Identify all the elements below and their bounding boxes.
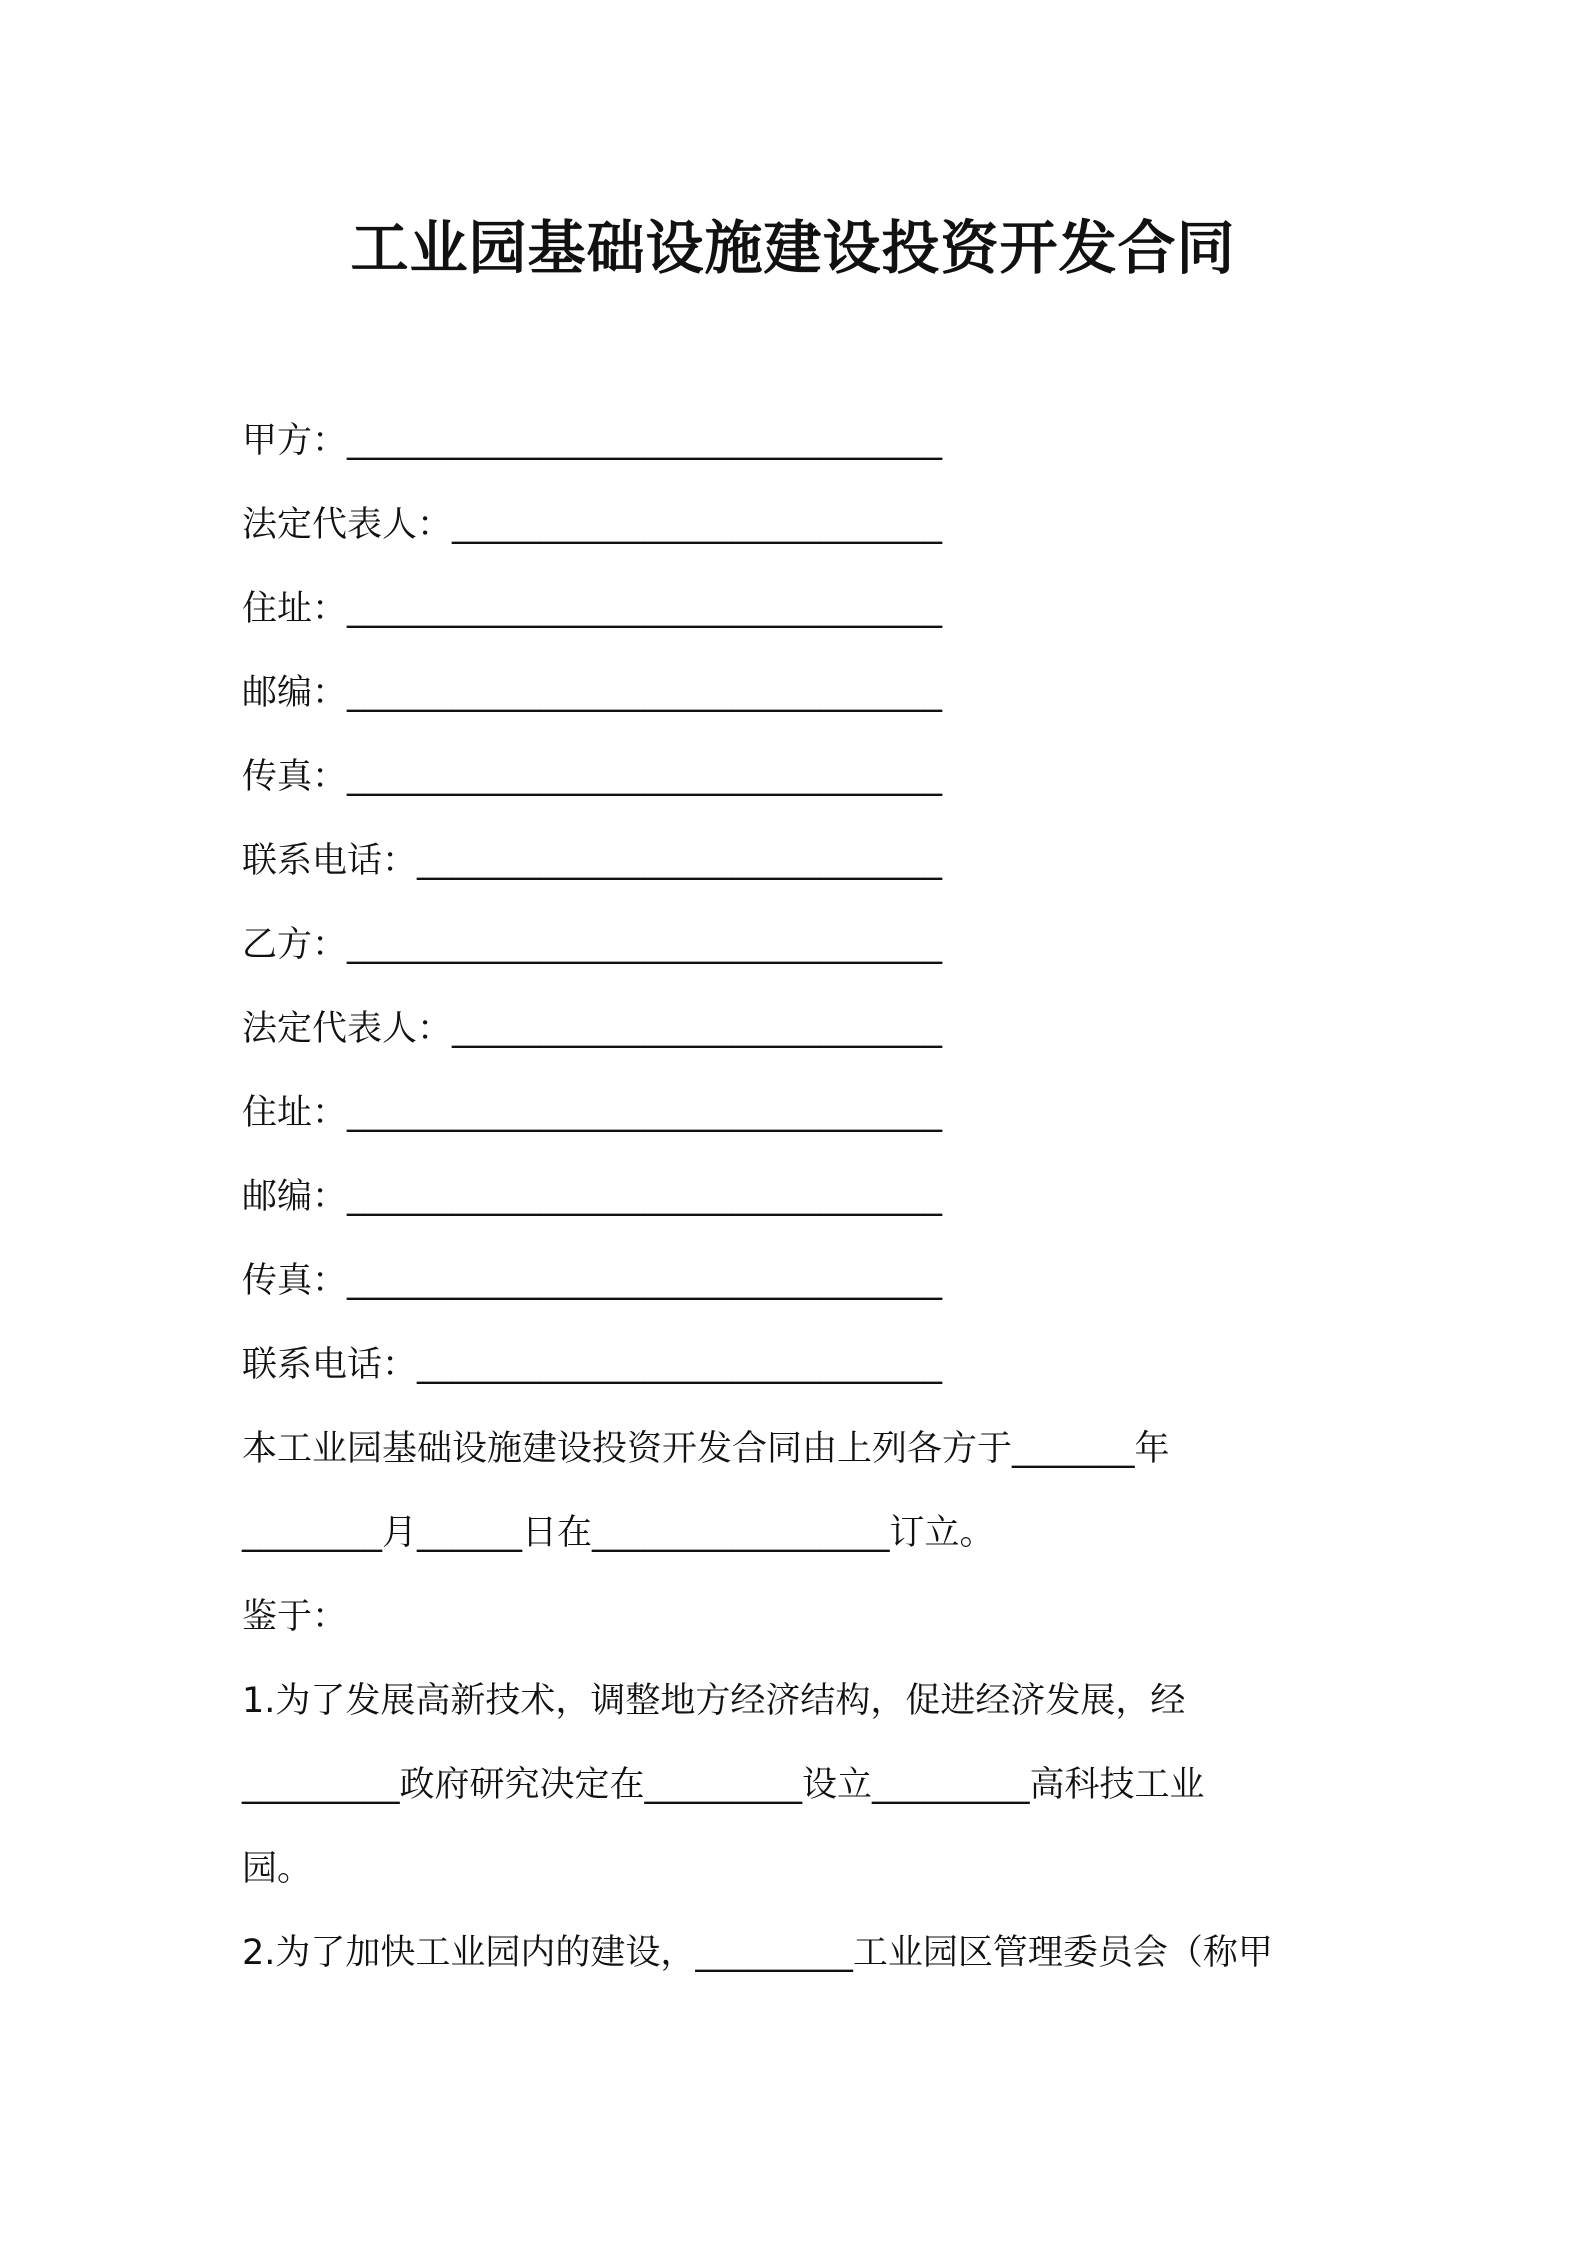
- party-b-fax-line: 传真：__________________________________: [242, 1261, 943, 1301]
- party-b-name-line: 乙方：__________________________________: [242, 925, 943, 965]
- party-a-legal-rep-line: 法定代表人：____________________________: [242, 505, 943, 545]
- recital-1-line-1: 1.为了发展高新技术，调整地方经济结构，促进经济发展，经: [242, 1681, 1186, 1721]
- contract-date-line-1: 本工业园基础设施建设投资开发合同由上列各方于_______年: [242, 1429, 1170, 1469]
- party-b-phone-line: 联系电话：______________________________: [242, 1345, 943, 1385]
- party-b-postcode-line: 邮编：__________________________________: [242, 1177, 943, 1217]
- party-a-name-line: 甲方：__________________________________: [242, 421, 943, 461]
- party-b-legal-rep-line: 法定代表人：____________________________: [242, 1009, 943, 1049]
- party-a-address-line: 住址：__________________________________: [242, 589, 943, 629]
- recital-1-line-3: 园。: [242, 1849, 313, 1889]
- contract-date-line-2: ________月______日在_________________订立。: [242, 1513, 995, 1553]
- whereas-heading: 鉴于：: [242, 1597, 348, 1637]
- party-a-phone-line: 联系电话：______________________________: [242, 841, 943, 881]
- recital-1-line-2: _________政府研究决定在_________设立_________高科技工业: [242, 1765, 1205, 1805]
- recital-2-line-1: 2.为了加快工业园内的建设，_________工业园区管理委员会（称甲: [242, 1933, 1273, 1973]
- document-title: 工业园基础设施建设投资开发合同: [350, 214, 1236, 282]
- document-body: [242, 414, 1372, 2010]
- party-b-address-line: 住址：__________________________________: [242, 1093, 943, 1133]
- party-a-fax-line: 传真：__________________________________: [242, 757, 943, 797]
- party-a-postcode-line: 邮编：__________________________________: [242, 673, 943, 713]
